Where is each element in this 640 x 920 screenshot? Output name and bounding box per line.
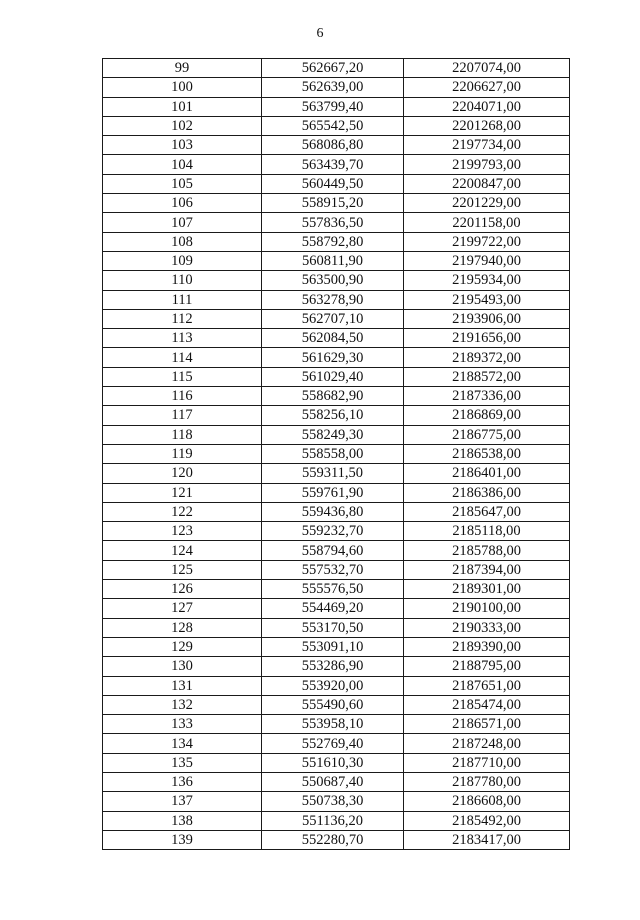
point-number-cell: 107 xyxy=(103,213,262,232)
point-number-cell: 104 xyxy=(103,155,262,174)
y-coordinate-cell: 2189301,00 xyxy=(404,580,570,599)
point-number-cell: 137 xyxy=(103,792,262,811)
table-row xyxy=(103,599,570,618)
point-number-cell: 119 xyxy=(103,444,262,463)
point-number-cell: 108 xyxy=(103,232,262,251)
point-number-cell: 129 xyxy=(103,637,262,656)
x-coordinate-cell: 554469,20 xyxy=(262,599,404,618)
x-coordinate-cell: 553920,00 xyxy=(262,676,404,695)
table-row xyxy=(103,695,570,714)
y-coordinate-cell: 2187248,00 xyxy=(404,734,570,753)
table-row xyxy=(103,541,570,560)
table-row xyxy=(103,715,570,734)
x-coordinate-cell: 558256,10 xyxy=(262,406,404,425)
y-coordinate-cell: 2191656,00 xyxy=(404,329,570,348)
y-coordinate-cell: 2187651,00 xyxy=(404,676,570,695)
y-coordinate-cell: 2206627,00 xyxy=(404,78,570,97)
x-coordinate-cell: 550687,40 xyxy=(262,772,404,791)
y-coordinate-cell: 2187336,00 xyxy=(404,387,570,406)
table-row xyxy=(103,444,570,463)
y-coordinate-cell: 2186571,00 xyxy=(404,715,570,734)
y-coordinate-cell: 2186869,00 xyxy=(404,406,570,425)
y-coordinate-cell: 2185647,00 xyxy=(404,502,570,521)
y-coordinate-cell: 2185788,00 xyxy=(404,541,570,560)
x-coordinate-cell: 551610,30 xyxy=(262,753,404,772)
table-row xyxy=(103,772,570,791)
point-number-cell: 113 xyxy=(103,329,262,348)
x-coordinate-cell: 553091,10 xyxy=(262,637,404,656)
x-coordinate-cell: 560811,90 xyxy=(262,251,404,270)
y-coordinate-cell: 2186775,00 xyxy=(404,425,570,444)
y-coordinate-cell: 2199793,00 xyxy=(404,155,570,174)
point-number-cell: 134 xyxy=(103,734,262,753)
y-coordinate-cell: 2188795,00 xyxy=(404,657,570,676)
point-number-cell: 116 xyxy=(103,387,262,406)
table-row xyxy=(103,271,570,290)
x-coordinate-cell: 557836,50 xyxy=(262,213,404,232)
point-number-cell: 100 xyxy=(103,78,262,97)
coordinates-table-body xyxy=(103,59,570,850)
y-coordinate-cell: 2185474,00 xyxy=(404,695,570,714)
y-coordinate-cell: 2193906,00 xyxy=(404,309,570,328)
table-row xyxy=(103,174,570,193)
x-coordinate-cell: 552769,40 xyxy=(262,734,404,753)
y-coordinate-cell: 2190100,00 xyxy=(404,599,570,618)
table-row xyxy=(103,290,570,309)
y-coordinate-cell: 2189390,00 xyxy=(404,637,570,656)
y-coordinate-cell: 2187394,00 xyxy=(404,560,570,579)
y-coordinate-cell: 2185492,00 xyxy=(404,811,570,830)
point-number-cell: 136 xyxy=(103,772,262,791)
y-coordinate-cell: 2186386,00 xyxy=(404,483,570,502)
table-row xyxy=(103,464,570,483)
table-row xyxy=(103,251,570,270)
x-coordinate-cell: 553286,90 xyxy=(262,657,404,676)
table-row xyxy=(103,194,570,213)
table-row xyxy=(103,78,570,97)
point-number-cell: 102 xyxy=(103,116,262,135)
x-coordinate-cell: 563439,70 xyxy=(262,155,404,174)
y-coordinate-cell: 2201229,00 xyxy=(404,194,570,213)
point-number-cell: 139 xyxy=(103,830,262,849)
x-coordinate-cell: 558249,30 xyxy=(262,425,404,444)
x-coordinate-cell: 563799,40 xyxy=(262,97,404,116)
x-coordinate-cell: 559761,90 xyxy=(262,483,404,502)
table-row xyxy=(103,618,570,637)
x-coordinate-cell: 558558,00 xyxy=(262,444,404,463)
table-row xyxy=(103,734,570,753)
point-number-cell: 99 xyxy=(103,59,262,78)
x-coordinate-cell: 562084,50 xyxy=(262,329,404,348)
point-number-cell: 131 xyxy=(103,676,262,695)
x-coordinate-cell: 559232,70 xyxy=(262,522,404,541)
x-coordinate-cell: 562667,20 xyxy=(262,59,404,78)
x-coordinate-cell: 563500,90 xyxy=(262,271,404,290)
x-coordinate-cell: 552280,70 xyxy=(262,830,404,849)
x-coordinate-cell: 562707,10 xyxy=(262,309,404,328)
y-coordinate-cell: 2187780,00 xyxy=(404,772,570,791)
table-row xyxy=(103,136,570,155)
table-row xyxy=(103,792,570,811)
point-number-cell: 101 xyxy=(103,97,262,116)
x-coordinate-cell: 568086,80 xyxy=(262,136,404,155)
x-coordinate-cell: 558792,80 xyxy=(262,232,404,251)
point-number-cell: 118 xyxy=(103,425,262,444)
table-row xyxy=(103,387,570,406)
point-number-cell: 133 xyxy=(103,715,262,734)
point-number-cell: 114 xyxy=(103,348,262,367)
x-coordinate-cell: 562639,00 xyxy=(262,78,404,97)
table-row xyxy=(103,232,570,251)
table-row xyxy=(103,676,570,695)
point-number-cell: 127 xyxy=(103,599,262,618)
y-coordinate-cell: 2183417,00 xyxy=(404,830,570,849)
x-coordinate-cell: 555490,60 xyxy=(262,695,404,714)
point-number-cell: 105 xyxy=(103,174,262,193)
y-coordinate-cell: 2201158,00 xyxy=(404,213,570,232)
x-coordinate-cell: 557532,70 xyxy=(262,560,404,579)
x-coordinate-cell: 550738,30 xyxy=(262,792,404,811)
y-coordinate-cell: 2187710,00 xyxy=(404,753,570,772)
y-coordinate-cell: 2201268,00 xyxy=(404,116,570,135)
point-number-cell: 111 xyxy=(103,290,262,309)
x-coordinate-cell: 559436,80 xyxy=(262,502,404,521)
point-number-cell: 106 xyxy=(103,194,262,213)
y-coordinate-cell: 2207074,00 xyxy=(404,59,570,78)
x-coordinate-cell: 563278,90 xyxy=(262,290,404,309)
point-number-cell: 103 xyxy=(103,136,262,155)
y-coordinate-cell: 2186538,00 xyxy=(404,444,570,463)
x-coordinate-cell: 561629,30 xyxy=(262,348,404,367)
table-row xyxy=(103,657,570,676)
table-row xyxy=(103,367,570,386)
table-row xyxy=(103,637,570,656)
x-coordinate-cell: 558682,90 xyxy=(262,387,404,406)
point-number-cell: 123 xyxy=(103,522,262,541)
y-coordinate-cell: 2204071,00 xyxy=(404,97,570,116)
table-row xyxy=(103,483,570,502)
point-number-cell: 125 xyxy=(103,560,262,579)
page-number: 6 xyxy=(316,26,324,41)
point-number-cell: 122 xyxy=(103,502,262,521)
point-number-cell: 112 xyxy=(103,309,262,328)
point-number-cell: 110 xyxy=(103,271,262,290)
table-row xyxy=(103,560,570,579)
table-row xyxy=(103,425,570,444)
table-row xyxy=(103,213,570,232)
y-coordinate-cell: 2186401,00 xyxy=(404,464,570,483)
x-coordinate-cell: 561029,40 xyxy=(262,367,404,386)
y-coordinate-cell: 2185118,00 xyxy=(404,522,570,541)
point-number-cell: 121 xyxy=(103,483,262,502)
x-coordinate-cell: 558794,60 xyxy=(262,541,404,560)
point-number-cell: 130 xyxy=(103,657,262,676)
point-number-cell: 126 xyxy=(103,580,262,599)
table-row xyxy=(103,116,570,135)
y-coordinate-cell: 2195493,00 xyxy=(404,290,570,309)
x-coordinate-cell: 555576,50 xyxy=(262,580,404,599)
y-coordinate-cell: 2197734,00 xyxy=(404,136,570,155)
x-coordinate-cell: 553958,10 xyxy=(262,715,404,734)
table-row xyxy=(103,309,570,328)
x-coordinate-cell: 553170,50 xyxy=(262,618,404,637)
table-row xyxy=(103,580,570,599)
point-number-cell: 138 xyxy=(103,811,262,830)
point-number-cell: 132 xyxy=(103,695,262,714)
y-coordinate-cell: 2195934,00 xyxy=(404,271,570,290)
y-coordinate-cell: 2199722,00 xyxy=(404,232,570,251)
point-number-cell: 117 xyxy=(103,406,262,425)
y-coordinate-cell: 2186608,00 xyxy=(404,792,570,811)
x-coordinate-cell: 558915,20 xyxy=(262,194,404,213)
table-row xyxy=(103,406,570,425)
table-row xyxy=(103,753,570,772)
table-row xyxy=(103,155,570,174)
point-number-cell: 109 xyxy=(103,251,262,270)
y-coordinate-cell: 2197940,00 xyxy=(404,251,570,270)
x-coordinate-cell: 560449,50 xyxy=(262,174,404,193)
point-number-cell: 124 xyxy=(103,541,262,560)
point-number-cell: 115 xyxy=(103,367,262,386)
y-coordinate-cell: 2188572,00 xyxy=(404,367,570,386)
x-coordinate-cell: 559311,50 xyxy=(262,464,404,483)
table-row xyxy=(103,811,570,830)
table-row xyxy=(103,830,570,849)
coordinates-table xyxy=(102,58,570,850)
table-row xyxy=(103,59,570,78)
x-coordinate-cell: 565542,50 xyxy=(262,116,404,135)
point-number-cell: 120 xyxy=(103,464,262,483)
y-coordinate-cell: 2189372,00 xyxy=(404,348,570,367)
y-coordinate-cell: 2190333,00 xyxy=(404,618,570,637)
point-number-cell: 128 xyxy=(103,618,262,637)
x-coordinate-cell: 551136,20 xyxy=(262,811,404,830)
table-row xyxy=(103,502,570,521)
table-row xyxy=(103,97,570,116)
point-number-cell: 135 xyxy=(103,753,262,772)
table-row xyxy=(103,348,570,367)
table-row xyxy=(103,329,570,348)
y-coordinate-cell: 2200847,00 xyxy=(404,174,570,193)
table-row xyxy=(103,522,570,541)
